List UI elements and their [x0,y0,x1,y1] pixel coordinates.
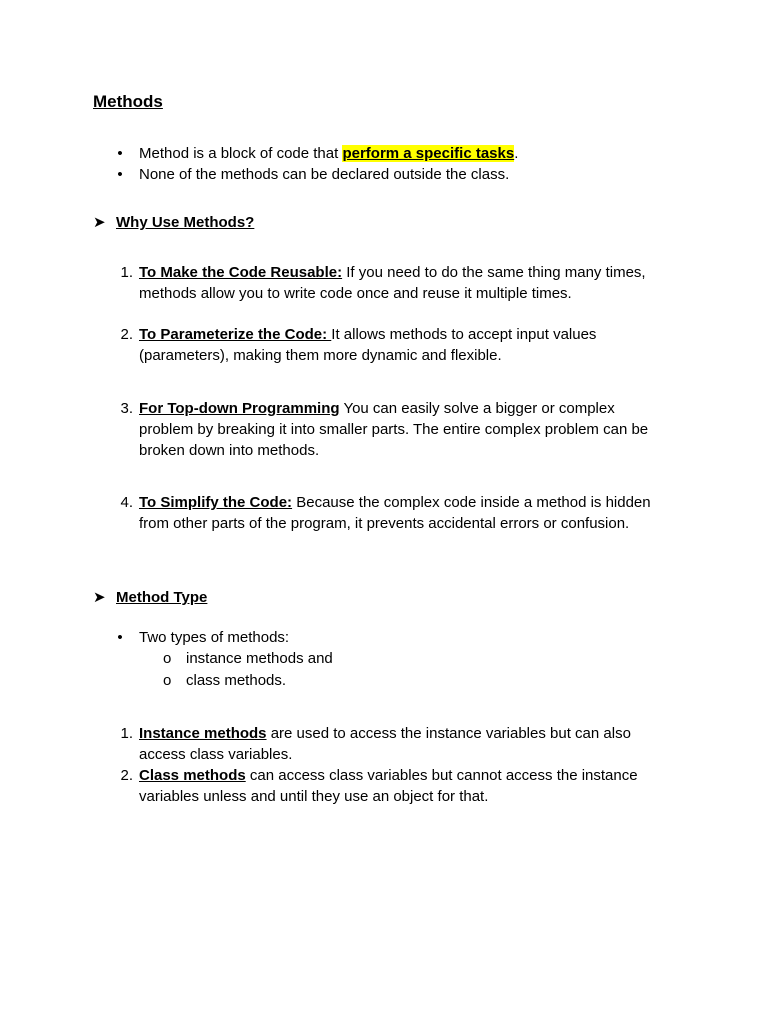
description: If you need to do the same thing many times, methods allow you to write code once and reuse it multiple times. [139,264,646,302]
term: Instance methods [139,725,267,742]
bullet-dot: • [117,145,123,162]
types-bullet: Two types of methods: [139,629,290,646]
why-item-1 [139,262,684,304]
description: It allows methods to accept input values (parameters), making them more dynamic and flexible. [139,326,597,364]
sub-bullet: o [163,650,172,667]
description: Because the complex code inside a method is hidden from other parts of the program, it prevents accidental errors or confusion. [139,494,651,532]
bullet-dot: • [117,629,123,646]
list-number: 2. [120,767,133,784]
term: Class methods [139,767,246,784]
why-item-2 [139,324,684,366]
intro-item-2: None of the methods can be declared outside the class. [139,166,510,183]
types-item-1 [139,723,679,765]
list-number: 1. [120,264,133,281]
sub-item-1: instance methods and [186,650,333,667]
term: To Make the Code Reusable: [139,264,343,281]
term: To Parameterize the Code: [139,326,332,343]
arrow-bullet-icon: ➤ [93,589,106,606]
page-title: Methods [93,92,163,111]
intro-item-1 [139,143,684,164]
list-number: 4. [120,494,133,511]
list-number: 2. [120,326,133,343]
term: To Simplify the Code: [139,494,293,511]
section-heading-why: Why Use Methods? [116,214,255,231]
description: can access class variables but cannot access the instance variables unless and until they use an object for that. [139,767,638,805]
why-item-3 [139,398,659,461]
term: For Top-down Programming [139,400,340,417]
section-heading-types: Method Type [116,589,208,606]
intro-item-1-text: Method is a block of code that [139,145,343,162]
list-number: 3. [120,400,133,417]
list-number: 1. [120,725,133,742]
description: are used to access the instance variables but can also access class variables. [139,725,631,763]
why-item-4 [139,492,674,534]
description: You can easily solve a bigger or complex problem by breaking it into smaller parts. The entire complex problem can be broken down into methods. [139,400,649,459]
intro-item-1-end: . [514,145,519,162]
highlighted-phrase: perform a specific tasks [342,145,515,162]
sub-bullet: o [163,672,172,689]
types-item-2 [139,765,679,807]
bullet-dot: • [117,166,123,183]
sub-item-2: class methods. [186,672,287,689]
arrow-bullet-icon: ➤ [93,214,106,231]
